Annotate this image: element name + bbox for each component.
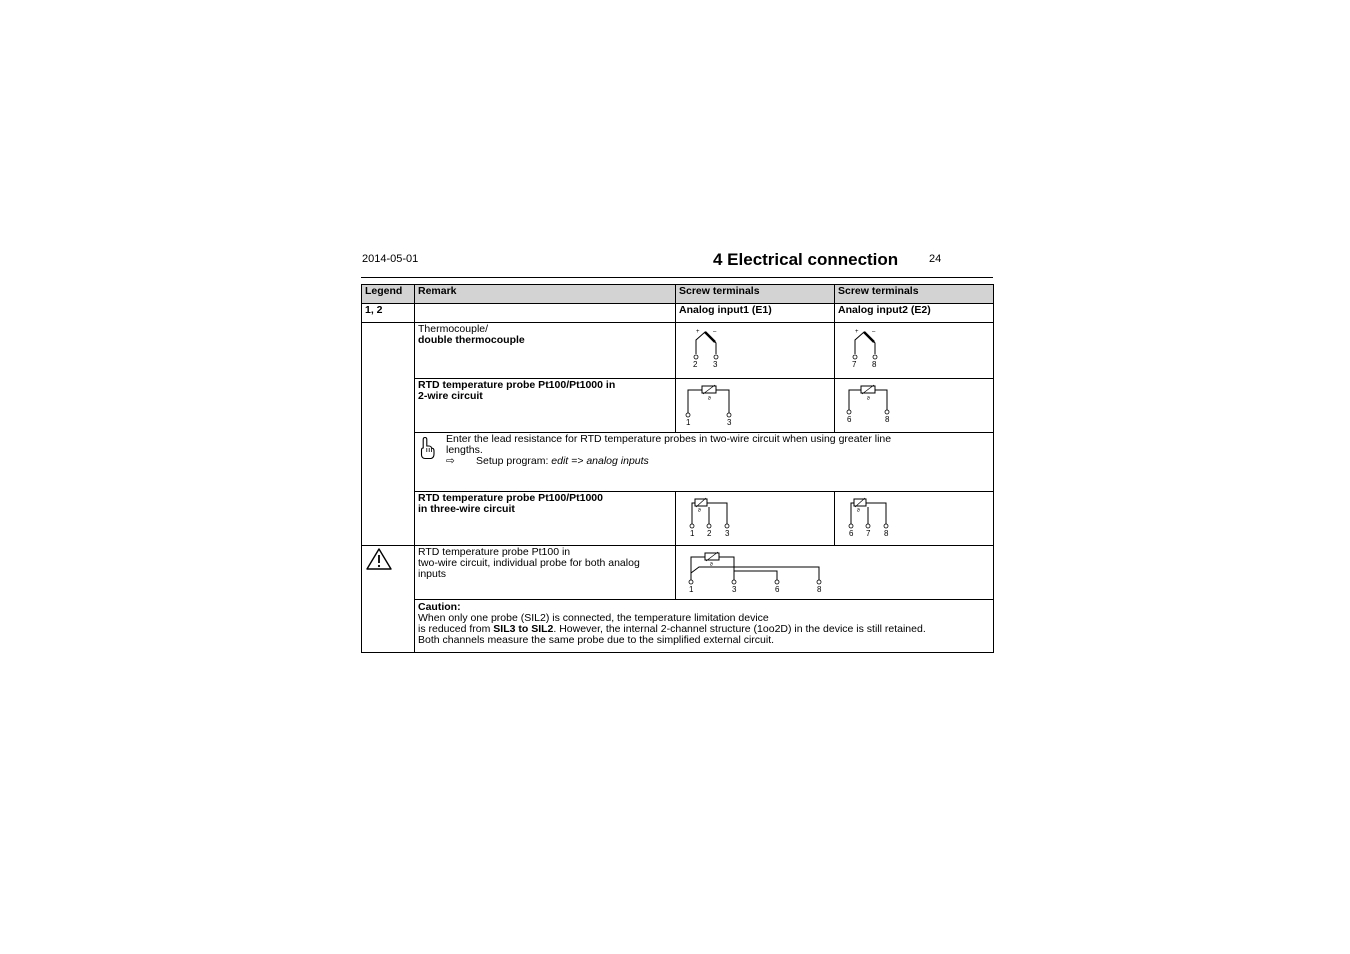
rtd-2wire-row bbox=[362, 379, 994, 433]
note-line2: lengths. bbox=[446, 444, 483, 456]
single-probe-row bbox=[362, 546, 994, 600]
thermocouple-e1-diagram bbox=[676, 323, 835, 379]
col-screw-terminals-e2: Screw terminals bbox=[835, 285, 994, 304]
single-probe-diagram bbox=[676, 546, 994, 600]
caution-line3: Both channels measure the same probe due to the simplified external circuit. bbox=[418, 634, 775, 646]
rtd-2wire-e2-svg bbox=[838, 380, 898, 428]
caution-title: Caution: bbox=[418, 601, 461, 613]
rtd-2wire-line1: RTD temperature probe Pt100/Pt1000 in bbox=[418, 379, 616, 391]
terminal-label: 8 bbox=[872, 360, 877, 369]
table-header-row bbox=[362, 285, 994, 304]
note-row bbox=[362, 433, 994, 492]
col-legend: Legend bbox=[362, 285, 415, 304]
terminal-label: 8 bbox=[884, 529, 889, 538]
legend-empty-cell bbox=[362, 323, 415, 546]
theta-symbol: ϑ bbox=[867, 396, 870, 402]
document-date: 2014-05-01 bbox=[362, 253, 419, 265]
rtd-3wire-line1: RTD temperature probe Pt100/Pt1000 bbox=[418, 492, 603, 504]
pointing-hand-icon bbox=[418, 434, 440, 463]
thermocouple-line2: double thermocouple bbox=[418, 334, 525, 346]
terminal-label: 8 bbox=[817, 585, 822, 594]
setup-path: edit => analog inputs bbox=[551, 455, 649, 467]
thermocouple-remark bbox=[415, 323, 676, 379]
caution-line2-post: . However, the internal 2-channel structure (1oo2D) in the device is still retained. bbox=[553, 623, 926, 635]
connection-table bbox=[361, 284, 994, 653]
rtd-3wire-row bbox=[362, 492, 994, 546]
rtd-3wire-e2-svg bbox=[838, 493, 898, 541]
rtd-3wire-e1-svg bbox=[679, 493, 739, 541]
terminal-label: 7 bbox=[866, 529, 871, 538]
analog-input1-label: Analog input1 (E1) bbox=[676, 304, 835, 323]
terminal-label: 1 bbox=[689, 585, 694, 594]
note-cell bbox=[415, 433, 994, 492]
rtd-3wire-line2: in three-wire circuit bbox=[418, 503, 515, 515]
rtd-2wire-e1-svg bbox=[679, 380, 739, 428]
note-setup bbox=[446, 456, 891, 467]
section-title: 4 Electrical connection bbox=[713, 250, 899, 269]
warning-cell bbox=[362, 546, 415, 653]
theta-symbol: ϑ bbox=[857, 508, 860, 514]
terminal-label: 1 bbox=[686, 418, 691, 427]
theta-symbol: ϑ bbox=[708, 396, 711, 402]
thermocouple-e2-diagram bbox=[835, 323, 994, 379]
terminal-label: 2 bbox=[693, 360, 698, 369]
terminal-label: 3 bbox=[713, 360, 718, 369]
page-number: 24 bbox=[929, 253, 942, 265]
rtd-3wire-e2-diagram bbox=[835, 492, 994, 546]
terminal-label: 6 bbox=[849, 529, 854, 538]
terminal-label: 6 bbox=[847, 415, 852, 424]
polarity-plus: + bbox=[696, 329, 700, 335]
terminal-label: 3 bbox=[732, 585, 737, 594]
theta-symbol: ϑ bbox=[698, 508, 701, 514]
theta-symbol: ϑ bbox=[710, 562, 713, 568]
single-probe-line3: inputs bbox=[418, 568, 447, 580]
single-probe-remark bbox=[415, 546, 676, 600]
caution-line2-pre: is reduced from bbox=[418, 623, 494, 635]
single-probe-line1: RTD temperature probe Pt100 in bbox=[418, 546, 571, 558]
polarity-plus: + bbox=[855, 329, 859, 335]
caution-line1: When only one probe (SIL2) is connected, the temperature limitation device bbox=[418, 612, 769, 624]
table-subheader-row bbox=[362, 304, 994, 323]
note-line1: Enter the lead resistance for RTD temperature probes in two-wire circuit when using greater line bbox=[446, 433, 892, 445]
header-divider bbox=[361, 277, 993, 278]
terminal-label: 8 bbox=[885, 415, 890, 424]
legend-cell: 1, 2 bbox=[362, 304, 415, 323]
caution-cell bbox=[415, 600, 994, 653]
rtd-2wire-remark bbox=[415, 379, 676, 433]
caution-row bbox=[362, 600, 994, 653]
single-probe-line2: two-wire circuit, individual probe for both analog bbox=[418, 557, 640, 569]
polarity-minus: – bbox=[872, 329, 876, 335]
analog-input2-label: Analog input2 (E2) bbox=[835, 304, 994, 323]
thermocouple-e1-svg bbox=[679, 324, 739, 374]
thermocouple-e2-svg bbox=[838, 324, 898, 374]
warning-triangle-icon bbox=[365, 562, 393, 574]
rtd-2wire-e2-diagram bbox=[835, 379, 994, 433]
polarity-minus: – bbox=[713, 329, 717, 335]
rtd-3wire-remark bbox=[415, 492, 676, 546]
thermocouple-row bbox=[362, 323, 994, 379]
rtd-3wire-e1-diagram bbox=[676, 492, 835, 546]
terminal-label: 6 bbox=[775, 585, 780, 594]
single-probe-svg bbox=[679, 547, 829, 595]
col-screw-terminals-e1: Screw terminals bbox=[676, 285, 835, 304]
rtd-2wire-e1-diagram bbox=[676, 379, 835, 433]
setup-prefix: Setup program: bbox=[476, 455, 552, 467]
arrow-right-icon: ⇨ bbox=[446, 455, 455, 467]
terminal-label: 1 bbox=[690, 529, 695, 538]
terminal-label: 2 bbox=[707, 529, 712, 538]
terminal-label: 7 bbox=[852, 360, 857, 369]
terminal-label: 3 bbox=[727, 418, 732, 427]
caution-line2-bold: SIL3 to SIL2 bbox=[493, 623, 554, 635]
col-remark: Remark bbox=[415, 285, 676, 304]
terminal-label: 3 bbox=[725, 529, 730, 538]
rtd-2wire-line2: 2-wire circuit bbox=[418, 390, 483, 402]
thermocouple-line1: Thermocouple/ bbox=[418, 323, 489, 335]
remark-empty-cell bbox=[415, 304, 676, 323]
